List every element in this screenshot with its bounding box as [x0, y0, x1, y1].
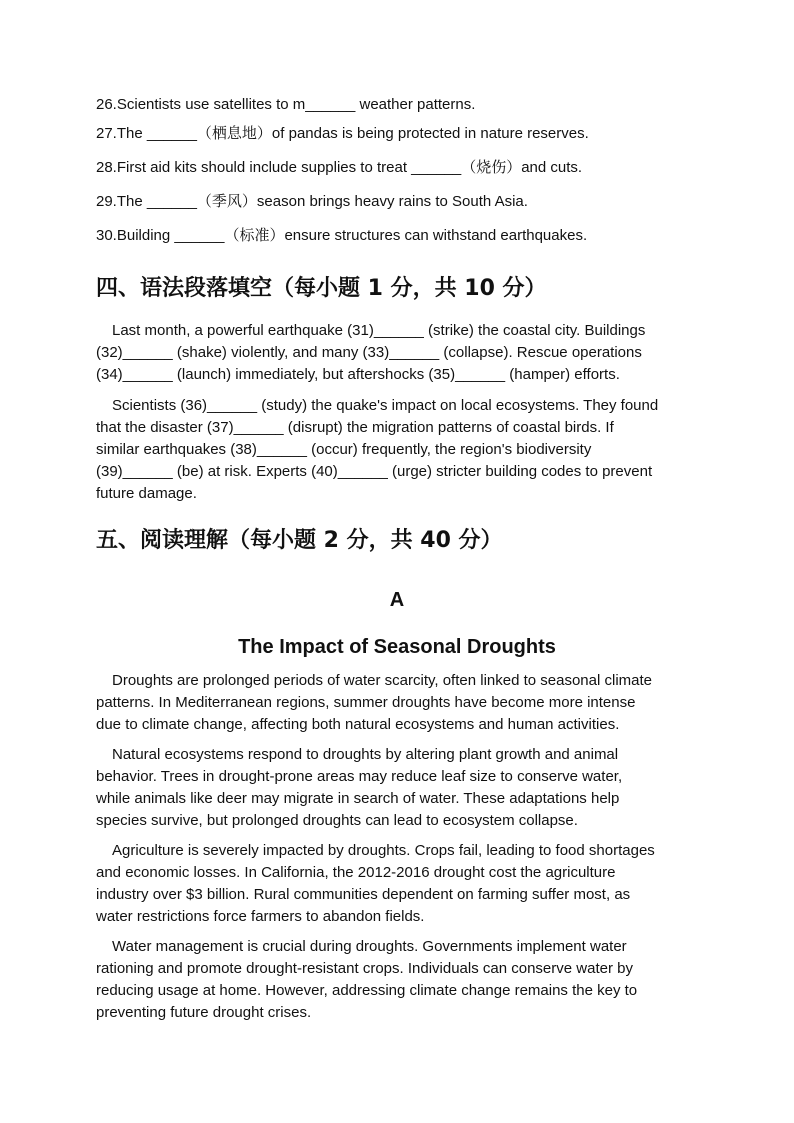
- question-28: 28.First aid kits should include supplies to treat ______（烧伤）and cuts.: [96, 159, 583, 176]
- grammar-p1-line: (32)______ (shake) violently, and many (33)______ (collapse). Rescue operations: [96, 344, 642, 361]
- reading-p4-line: Water management is crucial during droughts. Governments implement water: [112, 938, 627, 955]
- reading-paragraph-1: [96, 670, 696, 736]
- grammar-p2-line: Scientists (36)______ (study) the quake's impact on local ecosystems. They found: [112, 397, 659, 414]
- reading-p4-line: reducing usage at home. However, addressing climate change remains the key to: [96, 982, 638, 999]
- section-4-heading: 四、语法段落填空（每小题 1 分，共 10 分）: [96, 276, 547, 301]
- reading-p3-line: industry over $3 billion. Rural communities dependent on farming suffer most, as: [96, 886, 631, 903]
- reading-p2-line: Natural ecosystems respond to droughts by altering plant growth and animal: [112, 746, 619, 763]
- grammar-paragraph-2: [96, 395, 696, 505]
- reading-paragraph-3: [96, 840, 696, 928]
- reading-p1-line: patterns. In Mediterranean regions, summer droughts have become more intense: [96, 694, 636, 711]
- reading-paragraph-2: [96, 744, 696, 832]
- question-29: 29.The ______（季风）season brings heavy rains to South Asia.: [96, 193, 528, 210]
- reading-p4-line: rationing and promote drought-resistant crops. Individuals can conserve water by: [96, 960, 633, 977]
- question-27: 27.The ______（栖息地）of pandas is being protected in nature reserves.: [96, 125, 589, 142]
- grammar-p2-line: (39)______ (be) at risk. Experts (40)______ (urge) stricter building codes to prevent: [96, 463, 653, 480]
- section-5-heading: 五、阅读理解（每小题 2 分，共 40 分）: [96, 528, 503, 553]
- reading-p3-line: Agriculture is severely impacted by droughts. Crops fail, leading to food shortages: [112, 842, 655, 859]
- grammar-p1-line: (34)______ (launch) immediately, but aftershocks (35)______ (hamper) efforts.: [96, 366, 620, 383]
- question-30: 30.Building ______（标准）ensure structures can withstand earthquakes.: [96, 227, 588, 244]
- reading-p2-line: behavior. Trees in drought-prone areas may reduce leaf size to conserve water,: [96, 768, 623, 785]
- reading-p1-line: due to climate change, affecting both natural ecosystems and human activities.: [96, 716, 620, 733]
- grammar-paragraph-1: [96, 320, 696, 386]
- grammar-p2-line: future damage.: [96, 485, 197, 502]
- grammar-p2-line: similar earthquakes (38)______ (occur) frequently, the region's biodiversity: [96, 441, 592, 458]
- article-title: The Impact of Seasonal Droughts: [238, 636, 556, 658]
- reading-p3-line: water restrictions force farmers to abandon fields.: [96, 908, 425, 925]
- reading-p2-line: while animals like deer may migrate in search of water. These adaptations help: [96, 790, 620, 807]
- reading-p2-line: species survive, but prolonged droughts can lead to ecosystem collapse.: [96, 812, 578, 829]
- passage-letter: A: [389, 589, 405, 611]
- grammar-p1-line: Last month, a powerful earthquake (31)______ (strike) the coastal city. Buildings: [112, 322, 646, 339]
- grammar-p2-line: that the disaster (37)______ (disrupt) the migration patterns of coastal birds. If: [96, 419, 614, 436]
- reading-paragraph-4: [96, 936, 696, 1024]
- reading-p3-line: and economic losses. In California, the 2012-2016 drought cost the agriculture: [96, 864, 616, 881]
- question-26: 26.Scientists use satellites to m______ weather patterns.: [96, 96, 476, 113]
- reading-p4-line: preventing future drought crises.: [96, 1004, 312, 1021]
- reading-p1-line: Droughts are prolonged periods of water scarcity, often linked to seasonal climate: [112, 672, 653, 689]
